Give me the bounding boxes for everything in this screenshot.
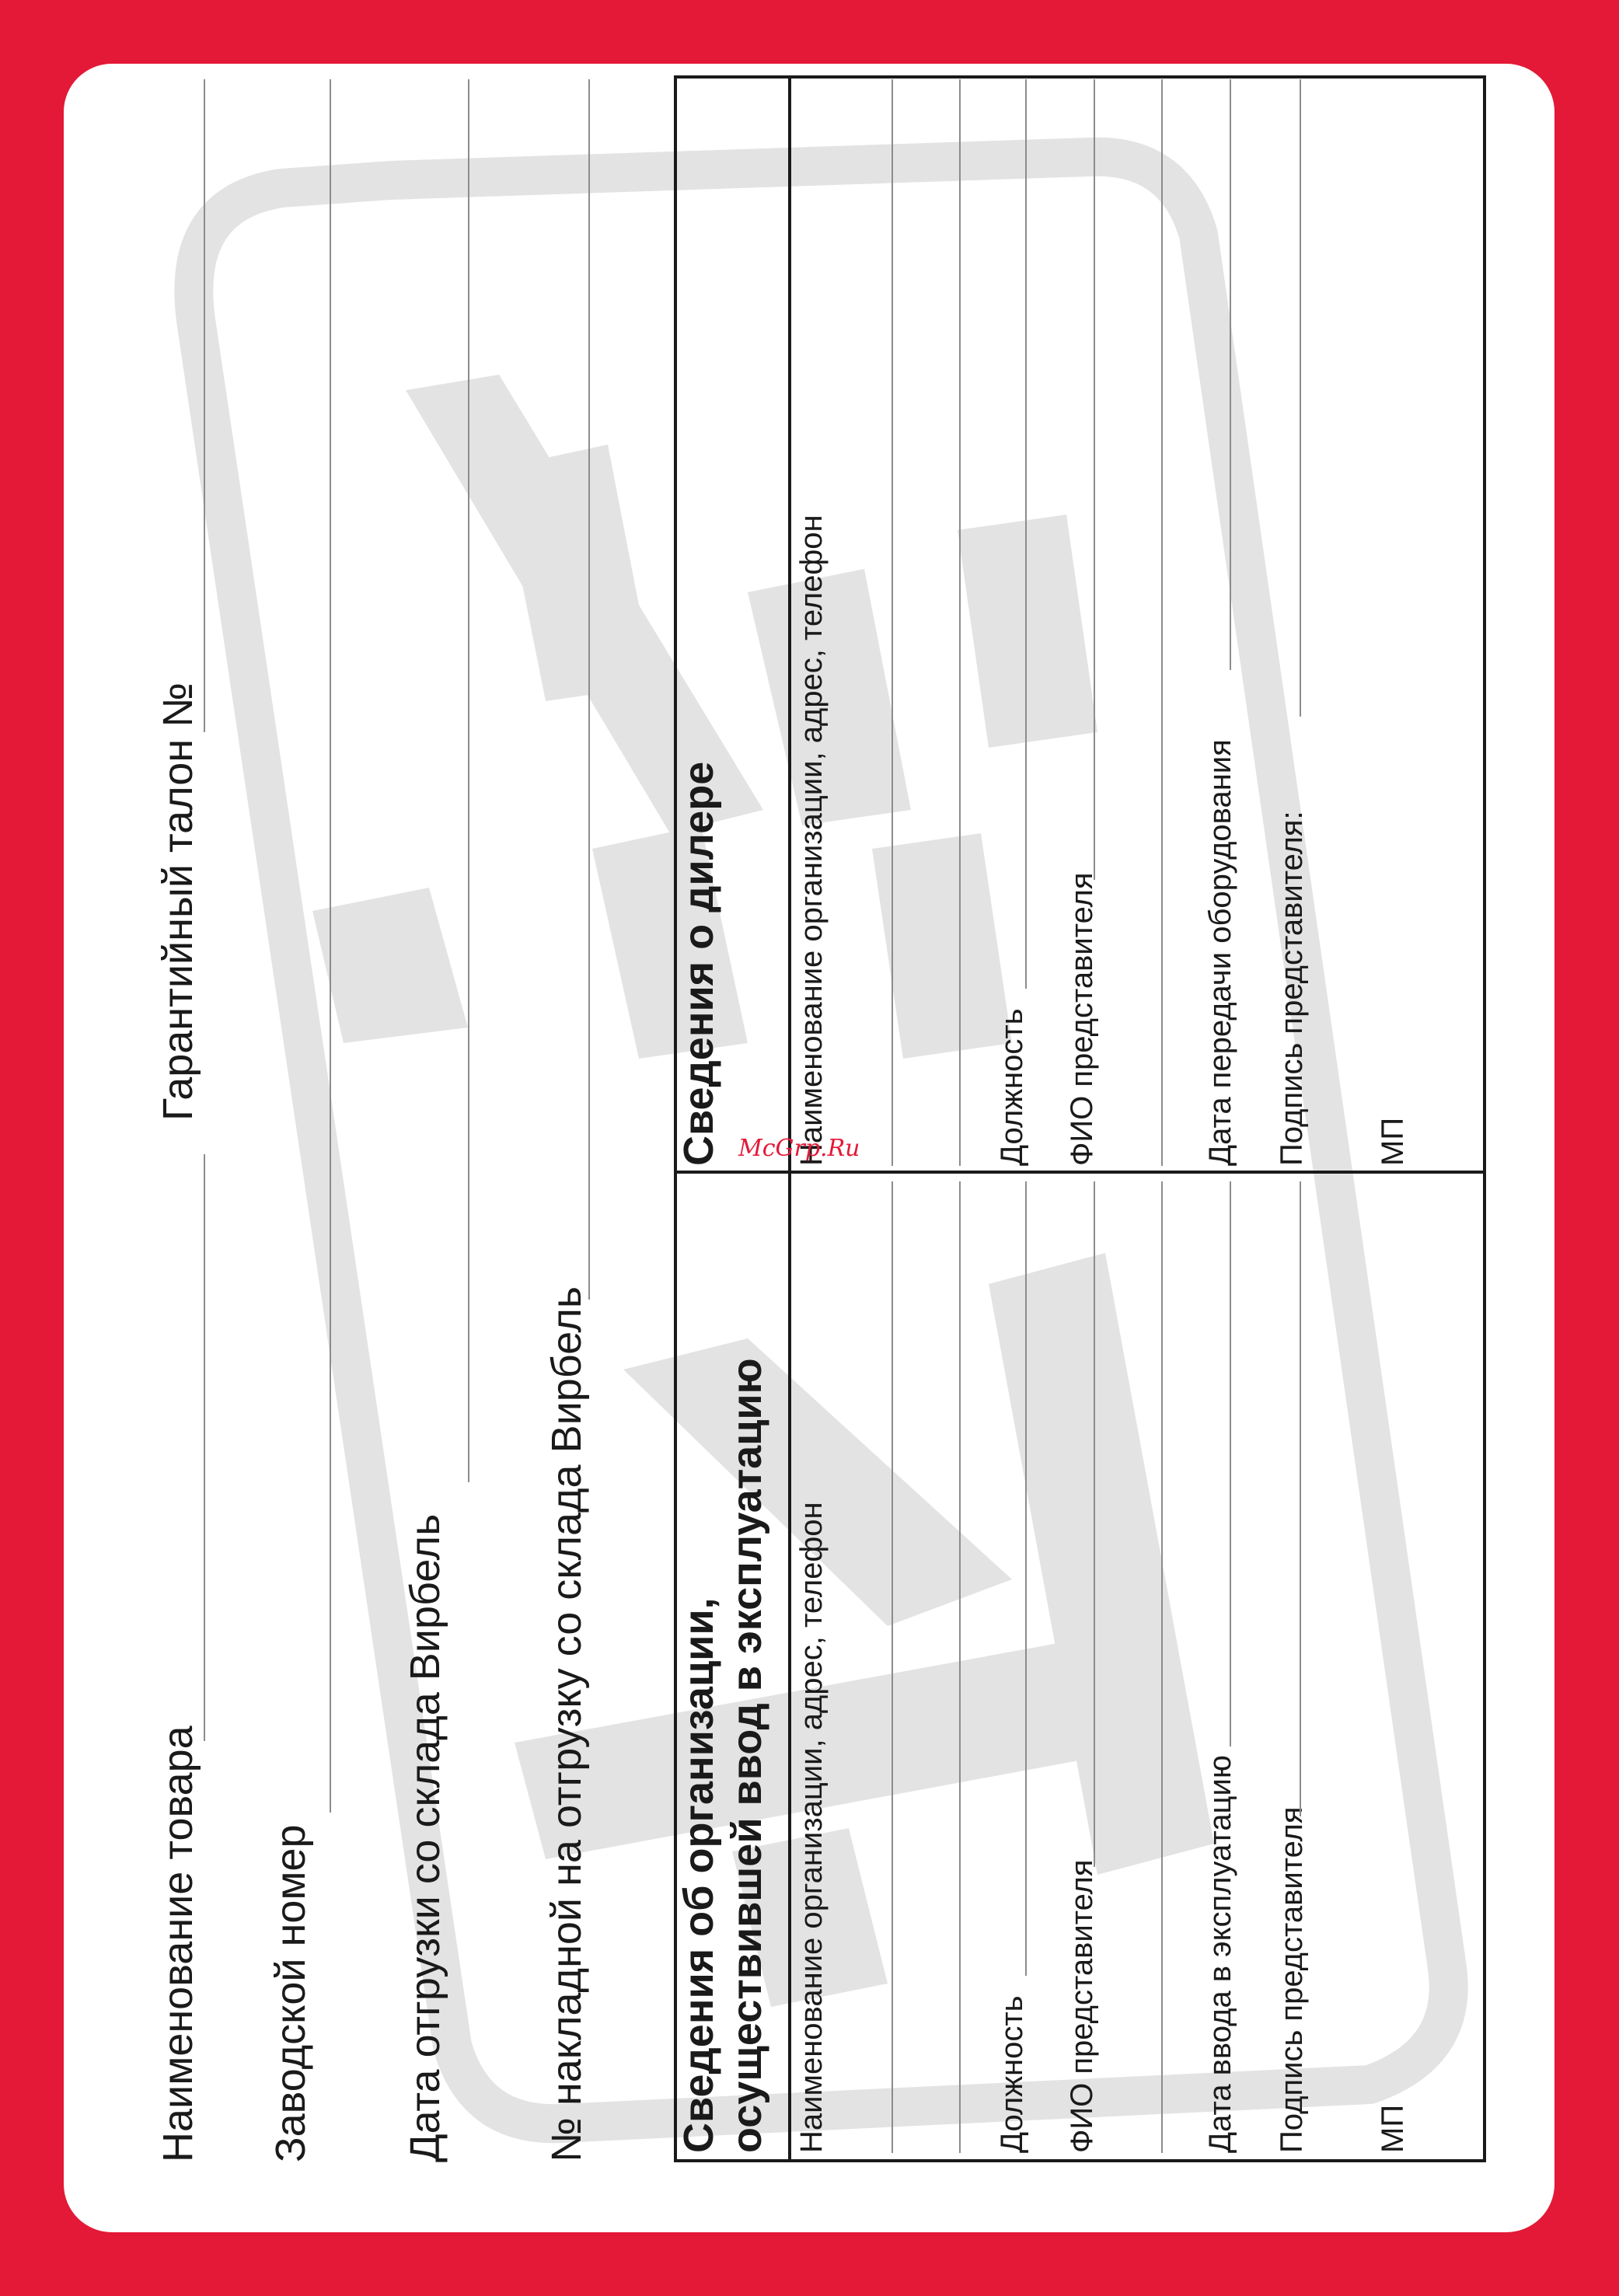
- installer-org-line-1[interactable]: [891, 1181, 893, 2153]
- installer-position-line[interactable]: [1025, 1181, 1027, 1976]
- ship-date-line[interactable]: [468, 79, 469, 1482]
- installer-rep-name-line[interactable]: [1094, 1181, 1095, 1867]
- dealer-position-line[interactable]: [1025, 79, 1027, 989]
- installer-rep-name-line-2[interactable]: [1161, 1181, 1163, 2153]
- installer-heading-line1: Сведения об организации,: [675, 1597, 722, 2153]
- installer-signature-line[interactable]: [1300, 1181, 1301, 1816]
- installer-date-line[interactable]: [1230, 1181, 1231, 1746]
- dealer-org-line-2[interactable]: [959, 79, 961, 1166]
- invoice-number-line[interactable]: [588, 79, 590, 1300]
- installer-date-label: Дата ввода в эксплуатацию: [1203, 1755, 1237, 2153]
- product-name-line[interactable]: [204, 1154, 205, 1741]
- dealer-org-label: Наименование организации, адрес, телефон: [794, 515, 829, 1166]
- warranty-card: [64, 64, 1554, 2232]
- dealer-rep-name-line-2[interactable]: [1161, 79, 1163, 1166]
- dealer-signature-line[interactable]: [1300, 79, 1301, 717]
- installer-rep-name-label: ФИО представителя: [1065, 1859, 1099, 2153]
- installer-position-label: Должность: [995, 1995, 1029, 2153]
- installer-stamp-label: МП: [1376, 2104, 1410, 2153]
- installer-heading-line2: осуществившей ввод в эксплуатацию: [724, 1358, 770, 2153]
- dealer-date-line[interactable]: [1230, 79, 1231, 670]
- dealer-position-label: Должность: [995, 1008, 1029, 1166]
- installer-org-label: Наименование организации, адрес, телефон: [794, 1502, 829, 2153]
- page-title: Гарантийный талон №: [155, 682, 201, 1121]
- dealer-date-label: Дата передачи оборудования: [1203, 739, 1237, 1166]
- dealer-rep-name-line[interactable]: [1094, 79, 1095, 880]
- serial-number-label: Заводской номер: [267, 1824, 314, 2162]
- product-name-label: Наименование товара: [155, 1725, 201, 2162]
- heading-divider: [788, 75, 791, 2162]
- dealer-org-line-1[interactable]: [891, 79, 893, 1166]
- ship-date-label: Дата отгрузки со склада Вирбель: [402, 1513, 448, 2162]
- column-divider: [674, 1171, 1486, 1174]
- dealer-stamp-label: МП: [1376, 1117, 1410, 1166]
- site-watermark: McGrp.Ru: [738, 1135, 860, 1162]
- title-number-line[interactable]: [204, 79, 205, 732]
- serial-number-line[interactable]: [330, 79, 331, 1813]
- dealer-heading: Сведения о дилере: [675, 761, 722, 1166]
- dealer-rep-name-label: ФИО представителя: [1065, 872, 1099, 1166]
- dealer-signature-label: Подпись представителя:: [1275, 811, 1309, 1166]
- installer-org-line-2[interactable]: [959, 1181, 961, 2153]
- invoice-number-label: № накладной на отгрузку со склада Вирбель: [543, 1286, 590, 2162]
- installer-signature-label: Подпись представителя: [1275, 1806, 1309, 2153]
